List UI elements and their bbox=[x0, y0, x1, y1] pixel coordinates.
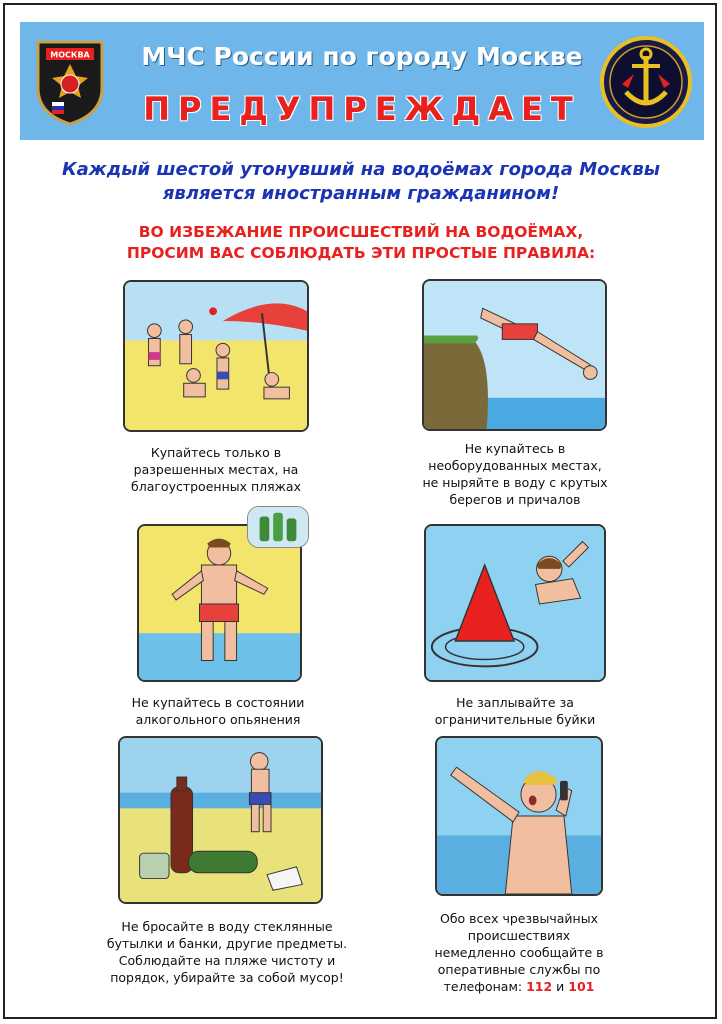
rules-subtitle bbox=[10, 222, 712, 264]
rule-2-line-4: берегов и причалов bbox=[449, 492, 581, 507]
rule-1-line-2: разрешенных местах, на bbox=[133, 462, 299, 477]
rule-1-caption bbox=[108, 444, 324, 495]
rule-4-line-1: Не заплывайте за bbox=[456, 695, 574, 710]
phone-prefix: телефонам: bbox=[443, 979, 527, 994]
poster bbox=[3, 3, 717, 1019]
crowded-beach-illustration bbox=[123, 280, 309, 432]
rule-4-caption bbox=[414, 694, 616, 728]
header-warning: ПРЕДУПРЕЖДАЕТ bbox=[143, 90, 581, 128]
anchor-emblem-icon bbox=[598, 34, 694, 130]
bottles-on-beach-illustration bbox=[118, 736, 323, 904]
rule-6-line-2: происшествиях bbox=[467, 928, 571, 943]
rule-3-caption bbox=[112, 694, 324, 728]
swimmer-near-buoy-illustration bbox=[424, 524, 606, 682]
rule-6-line-4: оперативные службы по bbox=[437, 962, 601, 977]
rule-6-caption bbox=[412, 910, 626, 995]
intro-line-2: является иностранным гражданином! bbox=[162, 183, 560, 204]
rule-6-line-3: немедленно сообщайте в bbox=[434, 945, 604, 960]
man-calling-phone-illustration bbox=[435, 736, 603, 896]
emergency-number-112: 112 bbox=[526, 979, 553, 994]
emergency-number-101: 101 bbox=[568, 979, 595, 994]
rule-4-line-2: ограничительные буйки bbox=[434, 712, 596, 727]
header-banner bbox=[20, 22, 704, 140]
rule-6-line-1: Обо всех чрезвычайных bbox=[440, 911, 598, 926]
rule-6-phones bbox=[412, 978, 626, 995]
bottles-thought-bubble-icon bbox=[247, 506, 309, 548]
rule-5-line-3: Соблюдайте на пляже чистоту и bbox=[118, 953, 336, 968]
emblem-left-text: МОСКВА bbox=[50, 50, 90, 60]
rule-2-caption bbox=[404, 440, 626, 508]
rule-2-line-2: необорудованных местах, bbox=[428, 458, 602, 473]
subtitle-line-1: ВО ИЗБЕЖАНИЕ ПРОИСШЕСТВИЙ НА ВОДОЁМАХ, bbox=[138, 223, 584, 241]
cliff-diving-illustration bbox=[422, 279, 607, 431]
rule-1-line-3: благоустроенных пляжах bbox=[131, 479, 301, 494]
rule-2-line-3: не ныряйте в воду с крутых bbox=[422, 475, 608, 490]
intro-line-1: Каждый шестой утонувший на водоёмах города Москвы bbox=[61, 159, 661, 180]
subtitle-line-2: ПРОСИМ ВАС СОБЛЮДАТЬ ЭТИ ПРОСТЫЕ ПРАВИЛА: bbox=[126, 244, 596, 262]
rule-1-line-1: Купайтесь только в bbox=[150, 445, 282, 460]
rule-5-line-4: порядок, убирайте за собой мусор! bbox=[110, 970, 344, 985]
intro-text bbox=[10, 158, 712, 206]
rule-3-line-1: Не купайтесь в состоянии bbox=[131, 695, 305, 710]
header-title: МЧС России по городу Москве bbox=[141, 42, 583, 71]
phone-and: и bbox=[552, 979, 569, 994]
rule-5-line-1: Не бросайте в воду стеклянные bbox=[121, 919, 333, 934]
rule-3-line-2: алкогольного опьянения bbox=[135, 712, 301, 727]
rule-2-line-1: Не купайтесь в bbox=[464, 441, 566, 456]
rule-5-caption bbox=[92, 918, 362, 986]
rule-5-line-2: бутылки и банки, другие предметы. bbox=[106, 936, 348, 951]
